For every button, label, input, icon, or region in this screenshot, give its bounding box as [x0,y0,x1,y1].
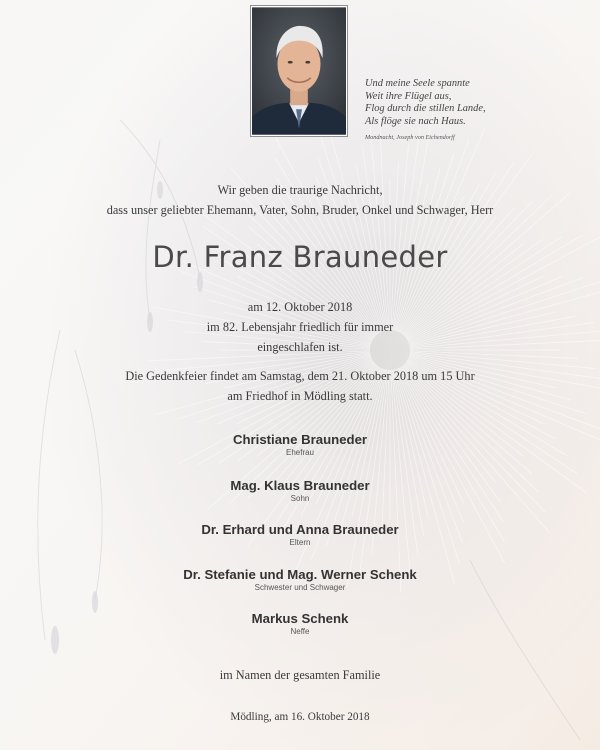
death-date: am 12. Oktober 2018 [247,300,353,314]
ceremony-info [0,366,600,406]
death-line-3: eingeschlafen ist. [257,340,343,354]
family-member [0,611,600,637]
poem-line: Als flöge sie nach Haus. [365,115,466,127]
family-member-name: Dr. Erhard und Anna Brauneder [201,522,399,537]
family-member-name: Christiane Brauneder [232,432,368,447]
family-member-name: Markus Schenk [251,611,349,626]
poem-line: Weit ihre Flügel aus, [365,90,452,102]
family-member [0,478,600,504]
family-member-name: Dr. Stefanie und Mag. Werner Schenk [183,567,417,582]
portrait-image [252,7,346,135]
family-member-name: Mag. Klaus Brauneder [230,478,370,493]
family-member-relation: Eltern [289,538,311,547]
poem-quote [365,78,585,145]
family-member [0,522,600,548]
announcement-intro [0,180,600,220]
death-notice [0,297,600,357]
family-member-relation: Ehefrau [285,448,315,457]
poem-line: Und meine Seele spannte [365,78,470,89]
family-member-relation: Schwester und Schwager [254,583,346,592]
poem-credit: Mondnacht, Joseph von Eichendorff [365,134,455,142]
family-member [0,567,600,593]
intro-line-2: dass unser geliebter Ehemann, Vater, Sohn, Bruder, Onkel und Schwager, Herr [106,203,494,217]
family-member-relation: Neffe [290,627,310,636]
closing-line: im Namen der gesamten Familie [219,668,381,682]
place-and-date: Mödling, am 16. Oktober 2018 [230,711,370,723]
death-line-2: im 82. Lebensjahr friedlich für immer [206,320,394,334]
family-member-relation: Sohn [290,494,310,503]
poem-line: Flog durch die stillen Lande, [365,103,486,115]
intro-line-1: Wir geben die traurige Nachricht, [217,183,383,197]
ceremony-line-2: am Friedhof in Mödling statt. [227,389,373,403]
deceased-name: Dr. Franz Brauneder [152,240,448,274]
family-member [0,432,600,458]
portrait-photo [250,5,348,137]
ceremony-line-1: Die Gedenkfeier findet am Samstag, dem 21. Oktober 2018 um 15 Uhr [125,369,475,383]
